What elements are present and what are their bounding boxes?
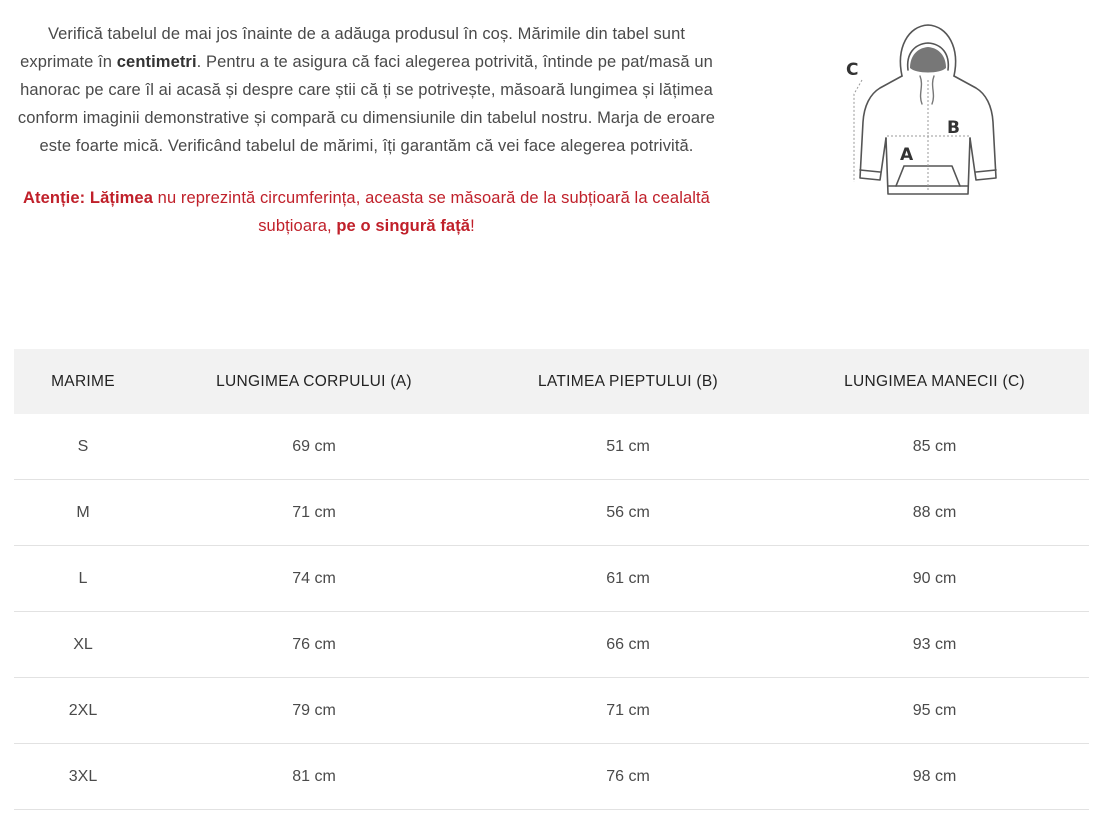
- cell-chest-width: 76 cm: [476, 744, 780, 810]
- cell-body-length: 69 cm: [152, 414, 476, 480]
- warning-text-2: !: [470, 217, 475, 235]
- instructions-text-2: . Pentru a te asigura că faci alegerea potrivită, întinde pe pat/masă un hanorac pe care îl ai acasă și despre care știi că ți se potrivește, măsoară lungimea și lățimea conform imaginii demonstrative și compară cu dimensiunile din tabelul nostru. Marja de eroare este foarte mică. Verificând tabelul de mărimi, îți garantăm că vei face alegerea potrivită.: [17, 53, 716, 155]
- cell-size: S: [14, 414, 152, 480]
- diagram-label-b: B: [947, 118, 960, 138]
- cell-sleeve-length: 90 cm: [780, 546, 1089, 612]
- warning-label-bold: Atenție: Lățimea: [23, 189, 153, 207]
- cell-body-length: 71 cm: [152, 480, 476, 546]
- table-row: [14, 744, 1089, 810]
- header-sleeve-length: LUNGIMEA MANECII (C): [844, 372, 1025, 390]
- warning-text-1: nu reprezintă circumferința, aceasta se măsoară de la subțioară la cealaltă subțioara,: [152, 189, 710, 235]
- instructions-paragraph: [14, 20, 719, 160]
- table-row: [14, 612, 1089, 678]
- cell-sleeve-length: 93 cm: [780, 612, 1089, 678]
- table-row: [14, 546, 1089, 612]
- table-row: [14, 480, 1089, 546]
- cell-body-length: 79 cm: [152, 678, 476, 744]
- cell-body-length: 74 cm: [152, 546, 476, 612]
- hood-inner: [910, 47, 946, 73]
- size-guide-intro: [14, 20, 719, 240]
- warning-one-side-bold: pe o singură față: [336, 217, 471, 235]
- cell-sleeve-length: 85 cm: [780, 414, 1089, 480]
- cell-body-length: 81 cm: [152, 744, 476, 810]
- cell-chest-width: 56 cm: [476, 480, 780, 546]
- diagram-label-a: A: [900, 145, 914, 165]
- header-chest-width: LATIMEA PIEPTULUI (B): [538, 372, 718, 390]
- instructions-unit-bold: centimetri: [116, 53, 197, 71]
- cell-size: XL: [14, 612, 152, 678]
- header-body-length: LUNGIMEA CORPULUI (A): [216, 372, 412, 390]
- cell-chest-width: 71 cm: [476, 678, 780, 744]
- cell-size: M: [14, 480, 152, 546]
- cell-body-length: 76 cm: [152, 612, 476, 678]
- cell-sleeve-length: 98 cm: [780, 744, 1089, 810]
- cell-sleeve-length: 88 cm: [780, 480, 1089, 546]
- diagram-label-c: C: [846, 60, 859, 80]
- hoodie-measurement-diagram: [840, 18, 1015, 208]
- cell-size: L: [14, 546, 152, 612]
- cell-chest-width: 66 cm: [476, 612, 780, 678]
- cell-chest-width: 61 cm: [476, 546, 780, 612]
- header-size: MARIME: [51, 372, 115, 390]
- table-row: [14, 414, 1089, 480]
- cell-chest-width: 51 cm: [476, 414, 780, 480]
- size-chart-table: [14, 349, 1089, 810]
- instructions-text-1: Verifică tabelul de mai jos înainte de a adăuga produsul în coș. Mărimile din tabel sunt exprimate în: [20, 25, 686, 71]
- table-header-row: [14, 349, 1089, 414]
- cell-size: 3XL: [14, 744, 152, 810]
- cell-size: 2XL: [14, 678, 152, 744]
- table-row: [14, 678, 1089, 744]
- width-warning-paragraph: [14, 184, 719, 240]
- cell-sleeve-length: 95 cm: [780, 678, 1089, 744]
